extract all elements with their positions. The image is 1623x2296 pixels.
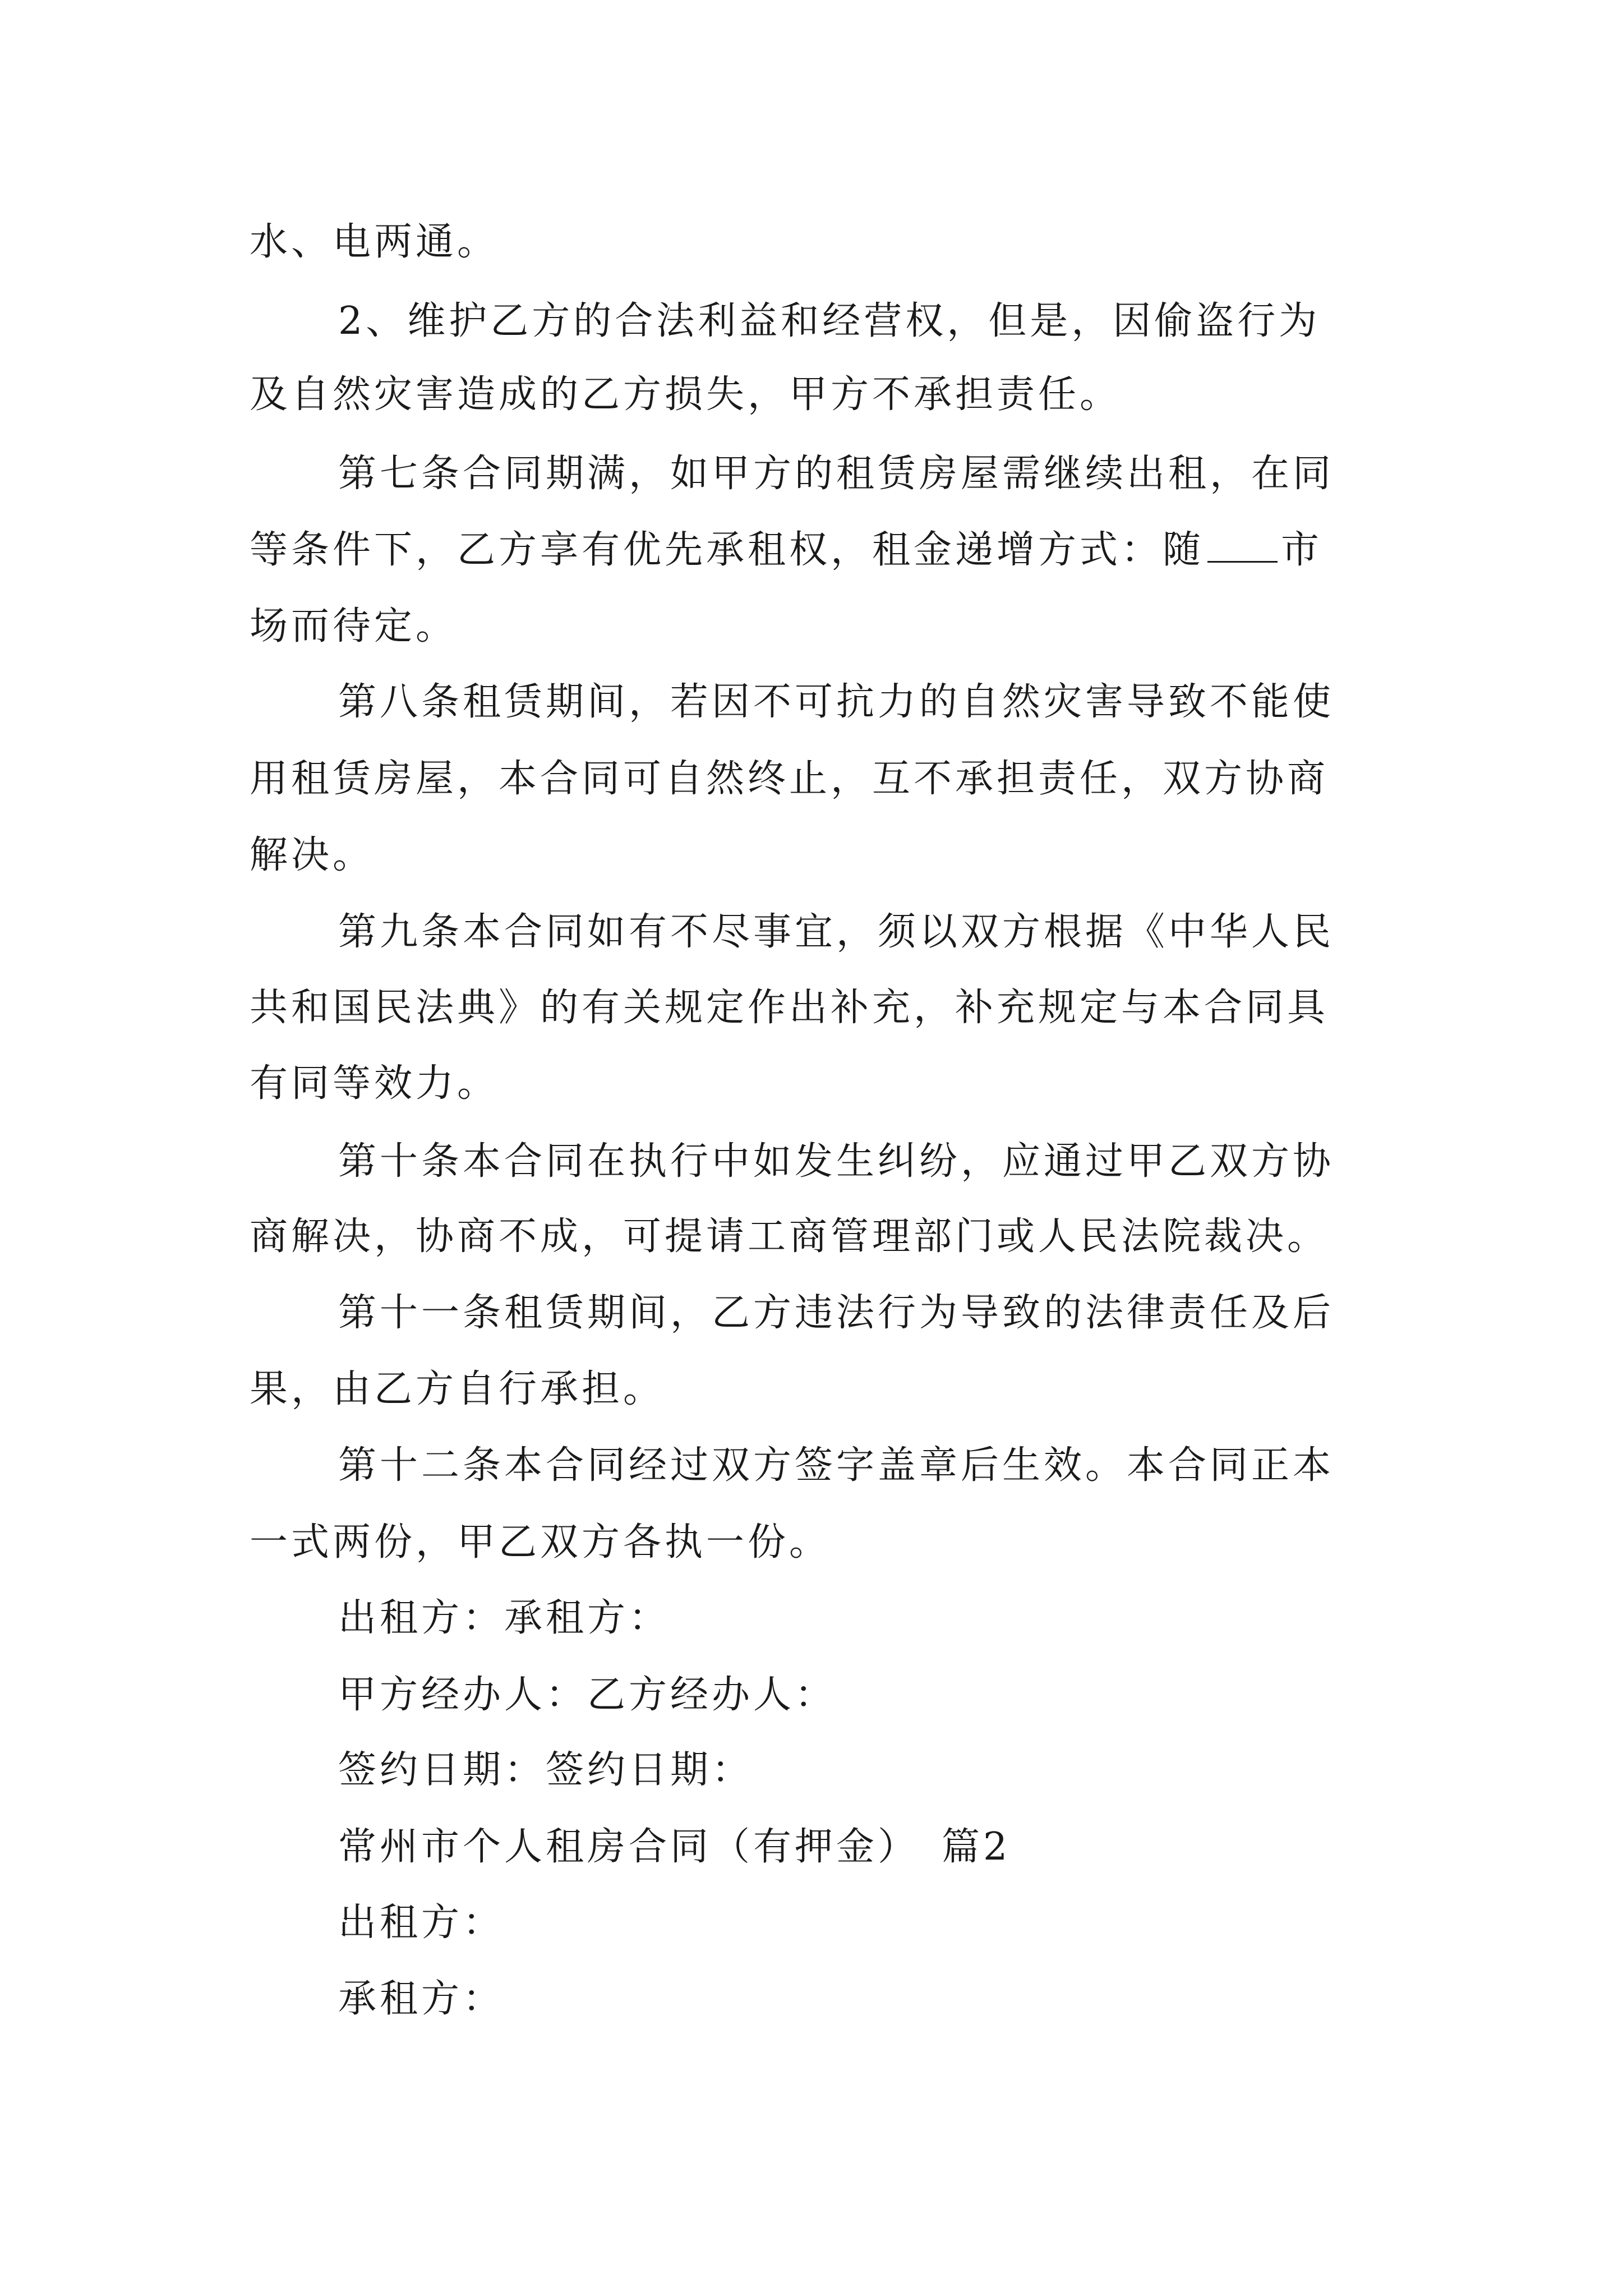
text-line: 共和国民法典》的有关规定作出补充，补充规定与本合同具 <box>250 986 1329 1030</box>
text-line: 及自然灾害造成的乙方损失，甲方不承担责任。 <box>250 372 1122 417</box>
text-segment: 市 <box>1281 528 1323 572</box>
text-line: 第十一条租赁期间，乙方违法行为导致的法律责任及后 <box>338 1291 1335 1335</box>
text-line: 出租方：承租方： <box>338 1596 671 1640</box>
text-line <box>250 528 1322 573</box>
text-line: 解决。 <box>250 833 375 877</box>
fill-in-blank <box>1207 530 1278 563</box>
text-line: 果，由乙方自行承担。 <box>250 1367 665 1411</box>
text-line: 第九条本合同如有不尽事宜，须以双方根据《中华人民 <box>338 910 1335 954</box>
text-line: 水、电两通。 <box>250 220 499 264</box>
text-segment: 等条件下，乙方享有优先承租权，租金递增方式：随 <box>250 528 1205 572</box>
text-line: 一式两份，甲乙双方各执一份。 <box>250 1520 831 1565</box>
text-line: 商解决，协商不成，可提请工商管理部门或人民法院裁决。 <box>250 1214 1329 1259</box>
text-line: 有同等效力。 <box>250 1061 499 1106</box>
text-line: 第十二条本合同经过双方签字盖章后生效。本合同正本 <box>338 1443 1335 1488</box>
text-line: 第十条本合同在执行中如发生纠纷，应通过甲乙双方协 <box>338 1139 1335 1184</box>
text-line: 出租方： <box>338 1901 505 1945</box>
text-line: 签约日期：签约日期： <box>338 1748 754 1792</box>
text-line: 第七条合同期满，如甲方的租赁房屋需继续出租，在同 <box>338 452 1335 496</box>
text-line: 用租赁房屋，本合同可自然终止，互不承担责任，双方协商 <box>250 757 1329 801</box>
section-heading: 常州市个人租房合同（有押金） 篇2 <box>338 1825 1011 1869</box>
text-line: 场而待定。 <box>250 604 458 648</box>
text-line: 承租方： <box>338 1977 505 2021</box>
text-line: 第八条租赁期间，若因不可抗力的自然灾害导致不能使 <box>338 680 1335 724</box>
text-line: 2、维护乙方的合法利益和经营权，但是，因偷盗行为 <box>338 299 1321 343</box>
text-line: 甲方经办人：乙方经办人： <box>338 1673 837 1717</box>
